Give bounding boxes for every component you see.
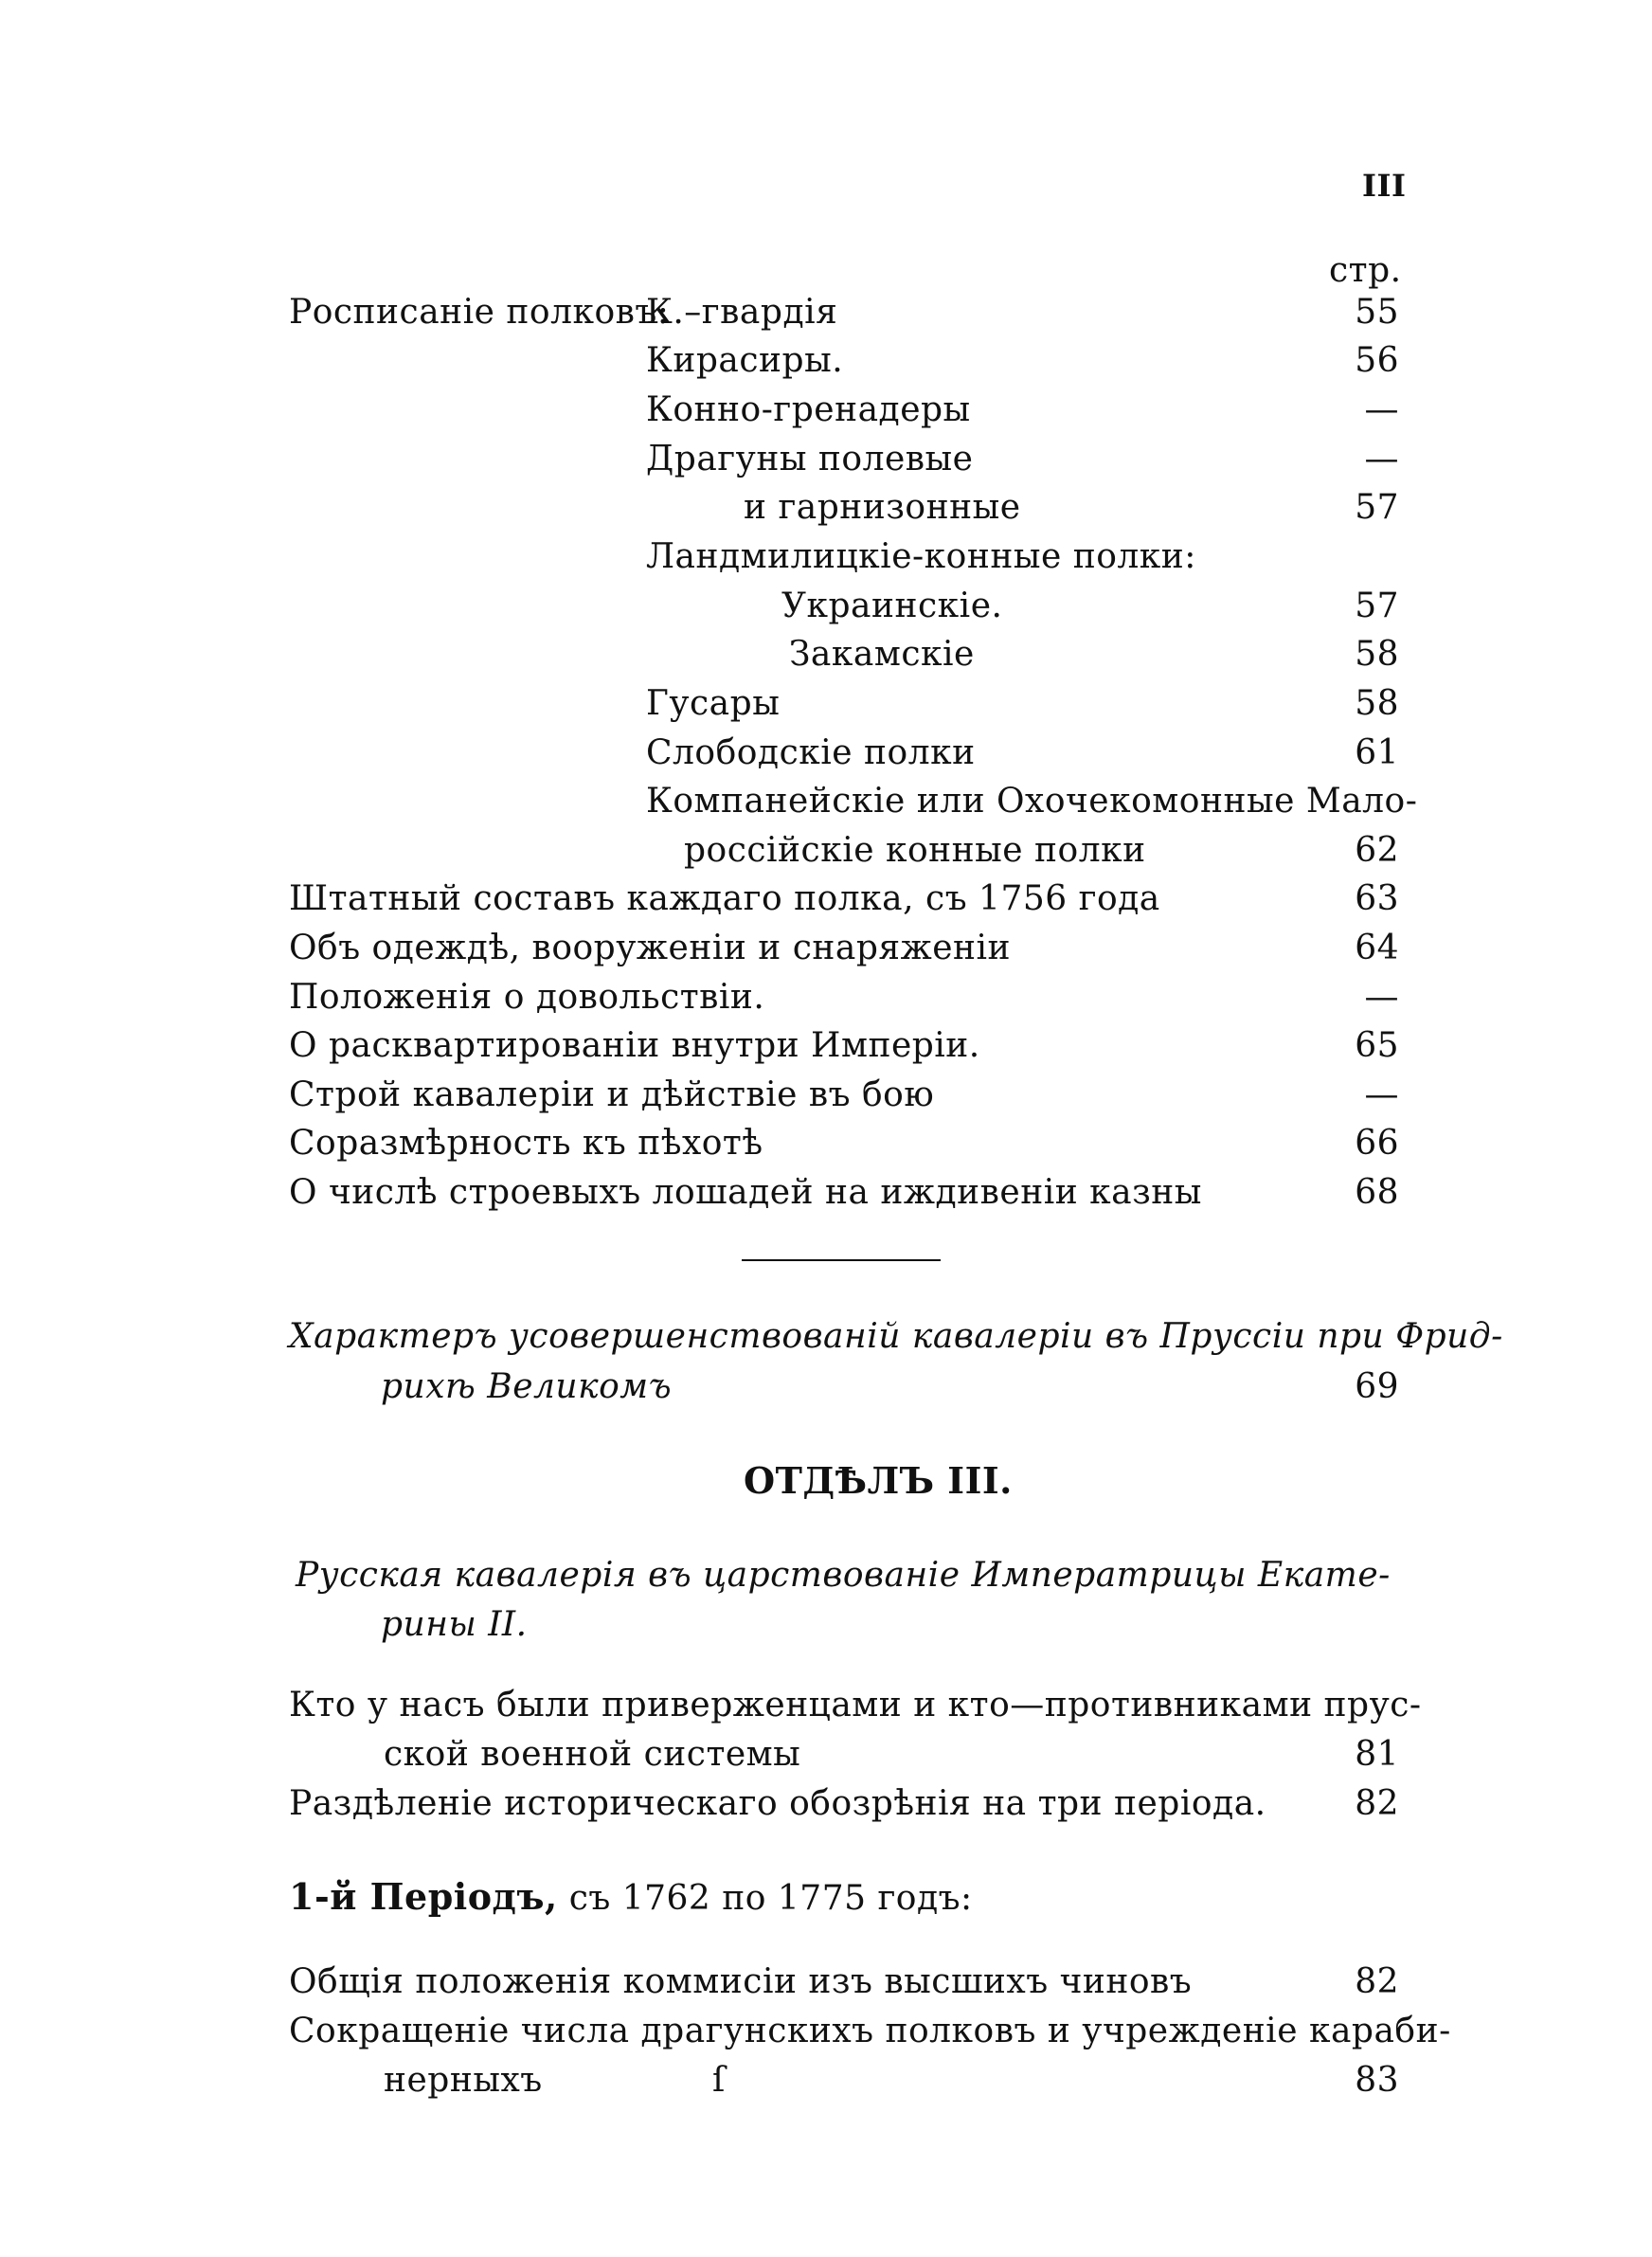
- page-column-label: стр.: [1329, 251, 1402, 290]
- toc-line: Росписаніе полковъ:: [289, 293, 670, 332]
- period-heading: [289, 1875, 973, 1918]
- toc-page: 62: [1355, 831, 1399, 870]
- toc-line: Раздѣленіе историческаго обозрѣнія на три періода.: [289, 1784, 1266, 1823]
- toc-line: Слободскіе полки: [646, 733, 976, 772]
- toc-line: и гарнизонные: [744, 488, 1021, 527]
- period-range: съ 1762 по 1775 годъ:: [568, 1879, 973, 1918]
- toc-page: 57: [1355, 488, 1399, 527]
- toc-line: Объ одеждѣ, вооруженіи и снаряженіи: [289, 929, 1012, 967]
- prussia-page: 69: [1355, 1367, 1399, 1406]
- toc-line: Закамскіе: [789, 635, 975, 674]
- toc-line: ской военной системы: [384, 1735, 801, 1774]
- toc-line: К.–гвардія: [646, 293, 838, 332]
- toc-line: Положенія о довольствіи.: [289, 978, 765, 1017]
- toc-line: Общія положенія коммисіи изъ высшихъ чиновъ: [289, 1962, 1193, 2001]
- toc-line: Компанейскіе или Охочекомонные Мало-: [646, 782, 1418, 821]
- toc-line: Штатный составъ каждаго полка, съ 1756 года: [289, 879, 1160, 918]
- toc-page: 56: [1355, 341, 1399, 380]
- toc-page: 58: [1355, 635, 1399, 674]
- period-label: 1-й Періодъ,: [289, 1875, 558, 1918]
- stray-mark: ſ: [712, 2061, 726, 2100]
- prussia-line-1: Характеръ усовершенствованій кавалеріи въ Пруссіи при Фрид-: [289, 1317, 1503, 1356]
- toc-line: россійскіе конные полки: [684, 831, 1146, 870]
- toc-page: 66: [1355, 1124, 1399, 1163]
- toc-page: —: [1364, 440, 1399, 478]
- prussia-line-2: рихѣ Великомъ: [381, 1367, 673, 1406]
- toc-page: 61: [1355, 733, 1399, 772]
- toc-page: 82: [1355, 1784, 1399, 1823]
- toc-line: Сокращеніе числа драгунскихъ полковъ и учрежденіе караби-: [289, 2012, 1451, 2050]
- section-title: ОТДѢЛЪ III.: [744, 1459, 1013, 1502]
- toc-page: —: [1364, 390, 1399, 429]
- page-number: III: [1362, 168, 1407, 204]
- section-subtitle-line-1: Русская кавалерія въ царствованіе Императрицы Екате-: [296, 1556, 1391, 1595]
- toc-line: Строй кавалеріи и дѣйствіе въ бою: [289, 1075, 935, 1114]
- toc-line: Кирасиры.: [646, 341, 844, 380]
- toc-line: О числѣ строевыхъ лошадей на иждивеніи казны: [289, 1173, 1202, 1212]
- toc-line: Кто у насъ были приверженцами и кто—противниками прус-: [289, 1686, 1422, 1724]
- toc-line: Соразмѣрность къ пѣхотѣ: [289, 1124, 763, 1163]
- toc-line: О расквартированіи внутри Имперіи.: [289, 1026, 980, 1065]
- toc-page: —: [1364, 1075, 1399, 1114]
- toc-line: Ландмилицкіе-конные полки:: [646, 537, 1196, 576]
- toc-page: —: [1364, 978, 1399, 1017]
- toc-page: 81: [1355, 1735, 1399, 1774]
- toc-line: Украинскіе.: [781, 587, 1003, 625]
- toc-page: 57: [1355, 587, 1399, 625]
- toc-line: нерныхъ: [384, 2061, 543, 2100]
- toc-page: 82: [1355, 1962, 1399, 2001]
- toc-line: Драгуны полевые: [646, 440, 974, 478]
- toc-page: 68: [1355, 1173, 1399, 1212]
- toc-page: 63: [1355, 879, 1399, 918]
- toc-page: 65: [1355, 1026, 1399, 1065]
- toc-page: 58: [1355, 684, 1399, 723]
- toc-page: 83: [1355, 2061, 1399, 2100]
- toc-page: 64: [1355, 929, 1399, 967]
- section-divider: [742, 1259, 941, 1261]
- toc-line: Гусары: [646, 684, 781, 723]
- toc-page: 55: [1355, 293, 1399, 332]
- section-subtitle-line-2: рины II.: [381, 1605, 528, 1644]
- toc-line: Конно-гренадеры: [646, 390, 971, 429]
